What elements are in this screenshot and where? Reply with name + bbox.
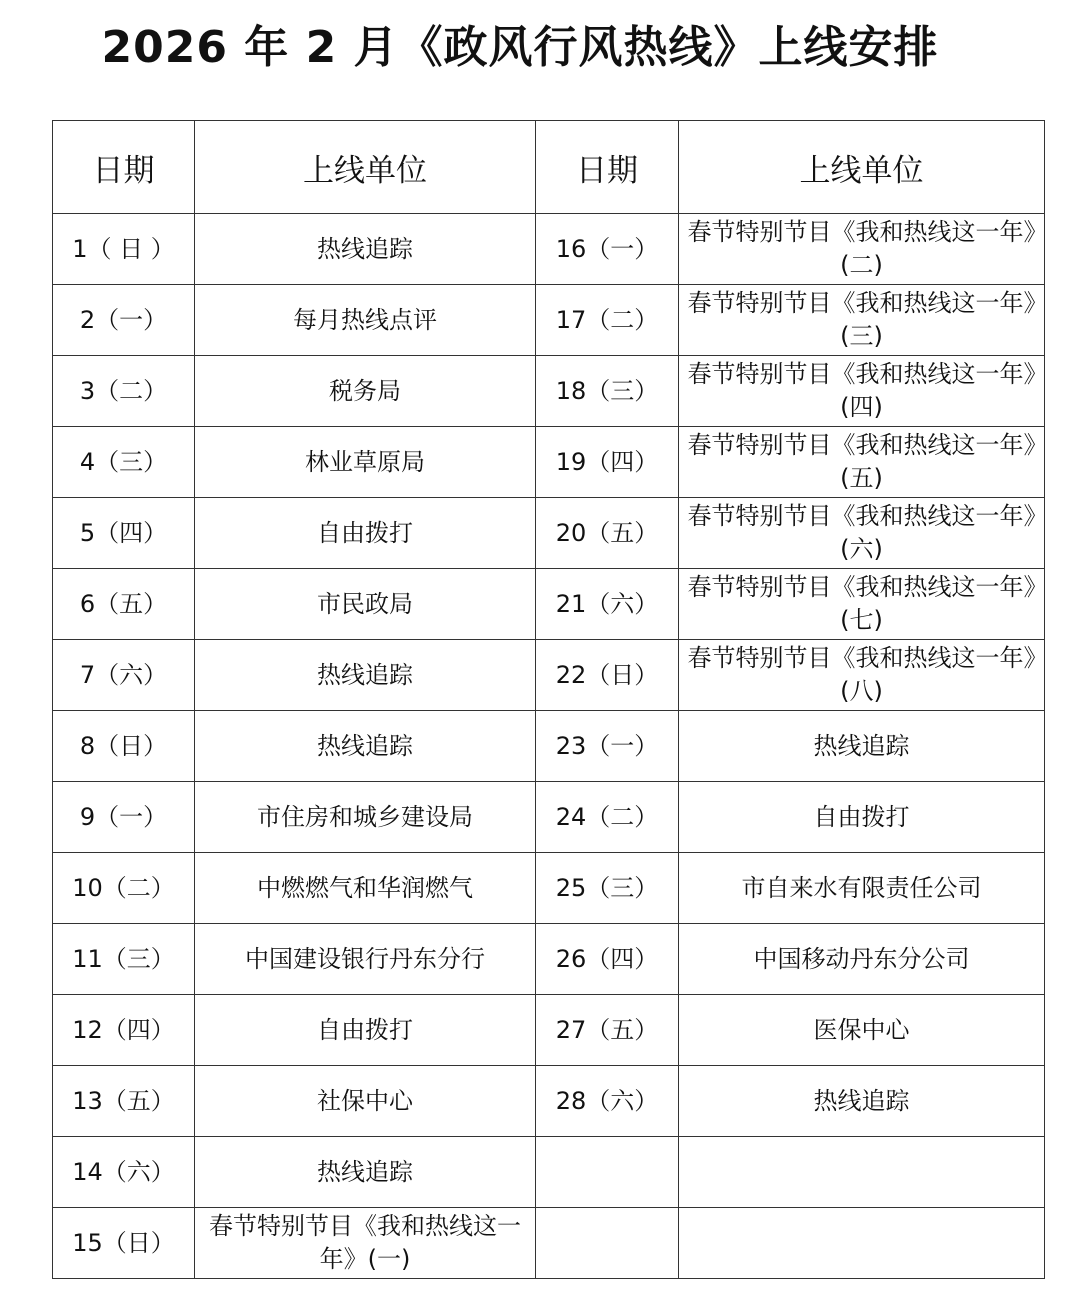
schedule-table [52, 120, 1045, 1279]
date-cell: 6（五） [53, 569, 195, 640]
unit-cell [679, 1208, 1045, 1279]
unit-cell: 热线追踪 [679, 711, 1045, 782]
date-cell: 1（ 日 ） [53, 214, 195, 285]
table-row [53, 356, 1045, 427]
unit-cell: 社保中心 [195, 1066, 536, 1137]
unit-cell: 自由拨打 [195, 995, 536, 1066]
header-date-left: 日期 [53, 121, 195, 214]
date-cell: 20（五） [536, 498, 679, 569]
unit-cell: 春节特别节目《我和热线这一年》(五) [679, 427, 1045, 498]
unit-cell: 春节特别节目《我和热线这一年》(七) [679, 569, 1045, 640]
table-row [53, 427, 1045, 498]
table-row [53, 214, 1045, 285]
table-row [53, 711, 1045, 782]
table-row [53, 995, 1045, 1066]
date-cell: 5（四） [53, 498, 195, 569]
date-cell: 25（三） [536, 853, 679, 924]
date-cell: 27（五） [536, 995, 679, 1066]
unit-cell: 中国移动丹东分公司 [679, 924, 1045, 995]
date-cell: 24（二） [536, 782, 679, 853]
unit-cell: 春节特别节目《我和热线这一年》(八) [679, 640, 1045, 711]
page-title: 2026 年 2 月《政风行风热线》上线安排 [101, 22, 939, 73]
date-cell: 7（六） [53, 640, 195, 711]
unit-cell: 春节特别节目《我和热线这一年》(一) [195, 1208, 536, 1279]
date-cell: 17（二） [536, 285, 679, 356]
unit-cell: 热线追踪 [195, 1137, 536, 1208]
unit-cell: 春节特别节目《我和热线这一年》(六) [679, 498, 1045, 569]
header-unit-right: 上线单位 [679, 121, 1045, 214]
unit-cell: 市民政局 [195, 569, 536, 640]
header-date-right: 日期 [536, 121, 679, 214]
table-row [53, 924, 1045, 995]
table-row [53, 285, 1045, 356]
date-cell: 21（六） [536, 569, 679, 640]
unit-cell: 医保中心 [679, 995, 1045, 1066]
date-cell: 3（二） [53, 356, 195, 427]
unit-cell: 自由拨打 [195, 498, 536, 569]
date-cell: 2（一） [53, 285, 195, 356]
date-cell: 9（一） [53, 782, 195, 853]
unit-cell: 市自来水有限责任公司 [679, 853, 1045, 924]
table-row [53, 853, 1045, 924]
date-cell: 14（六） [53, 1137, 195, 1208]
table-row [53, 569, 1045, 640]
table-row [53, 640, 1045, 711]
date-cell: 15（日） [53, 1208, 195, 1279]
unit-cell: 税务局 [195, 356, 536, 427]
header-unit-left: 上线单位 [195, 121, 536, 214]
unit-cell: 中国建设银行丹东分行 [195, 924, 536, 995]
date-cell: 11（三） [53, 924, 195, 995]
date-cell: 28（六） [536, 1066, 679, 1137]
unit-cell: 春节特别节目《我和热线这一年》(三) [679, 285, 1045, 356]
date-cell: 4（三） [53, 427, 195, 498]
table-row [53, 1208, 1045, 1279]
date-cell: 8（日） [53, 711, 195, 782]
unit-cell: 热线追踪 [679, 1066, 1045, 1137]
date-cell: 18（三） [536, 356, 679, 427]
date-cell [536, 1208, 679, 1279]
date-cell: 10（二） [53, 853, 195, 924]
unit-cell: 春节特别节目《我和热线这一年》(二) [679, 214, 1045, 285]
header-row [53, 121, 1045, 214]
date-cell: 26（四） [536, 924, 679, 995]
unit-cell [679, 1137, 1045, 1208]
unit-cell: 每月热线点评 [195, 285, 536, 356]
table-row [53, 782, 1045, 853]
unit-cell: 热线追踪 [195, 711, 536, 782]
date-cell: 16（一） [536, 214, 679, 285]
unit-cell: 林业草原局 [195, 427, 536, 498]
unit-cell: 热线追踪 [195, 640, 536, 711]
table-row [53, 498, 1045, 569]
date-cell [536, 1137, 679, 1208]
unit-cell: 热线追踪 [195, 214, 536, 285]
date-cell: 19（四） [536, 427, 679, 498]
table-row [53, 1137, 1045, 1208]
unit-cell: 春节特别节目《我和热线这一年》(四) [679, 356, 1045, 427]
date-cell: 12（四） [53, 995, 195, 1066]
date-cell: 22（日） [536, 640, 679, 711]
unit-cell: 中燃燃气和华润燃气 [195, 853, 536, 924]
date-cell: 13（五） [53, 1066, 195, 1137]
unit-cell: 市住房和城乡建设局 [195, 782, 536, 853]
date-cell: 23（一） [536, 711, 679, 782]
table-row [53, 1066, 1045, 1137]
unit-cell: 自由拨打 [679, 782, 1045, 853]
